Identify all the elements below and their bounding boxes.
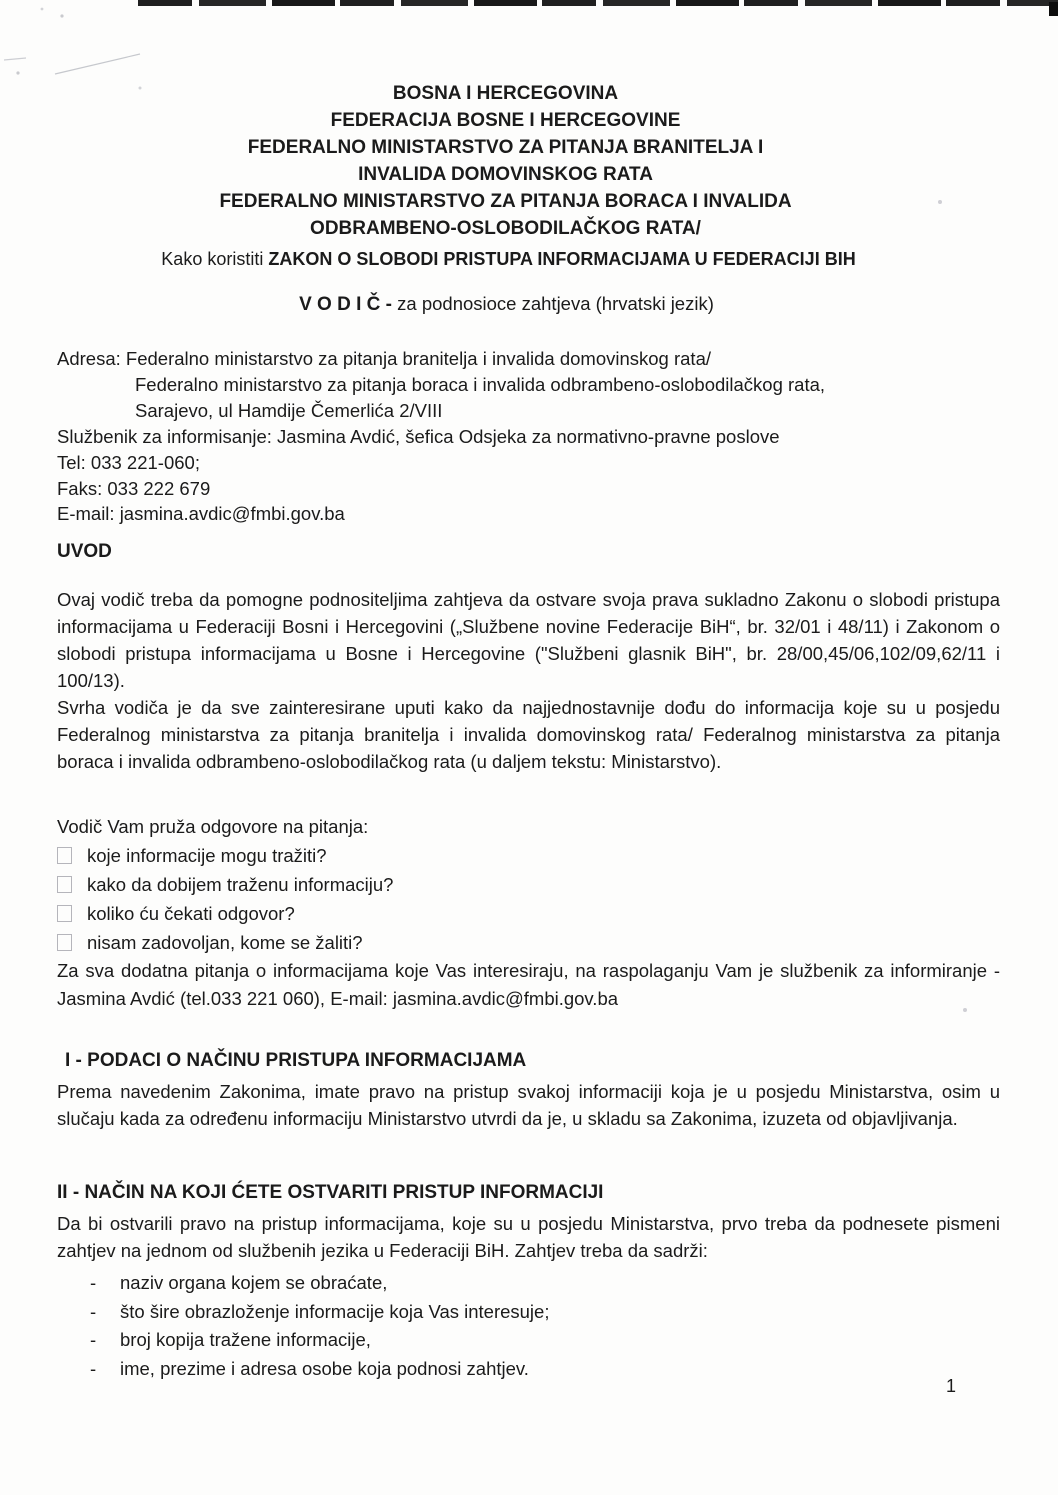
questions-block — [57, 812, 1000, 957]
question-text: kako da dobijem traženu informaciju? — [87, 874, 394, 895]
checkbox-bullet-icon — [57, 876, 72, 893]
section-1-body: Prema navedenim Zakonima, imate pravo na pristup svakoj informaciji koja je u posjedu Ministarstva, osim u slučaju kada za određenu informaciju Ministarstvo utvrdi da je, u skladu sa Zakonima, izuzeta od objavljivanja. — [57, 1081, 1000, 1129]
question-item — [57, 870, 1000, 899]
scan-edge-bar — [138, 0, 1058, 6]
contact-block — [57, 346, 1000, 527]
guide-word: V O D I Č - — [299, 294, 393, 315]
fax-line: Faks: 033 222 679 — [57, 477, 211, 499]
list-item — [57, 1326, 1000, 1355]
address-line: Sarajevo, ul Hamdije Čemerlića 2/VIII — [135, 399, 443, 421]
letterhead-line: FEDERALNO MINISTARSTVO ZA PITANJA BRANITELJA I — [247, 137, 764, 158]
scan-corner-mark — [1049, 2, 1058, 16]
list-item — [57, 1355, 1000, 1384]
address-line: Federalno ministarstvo za pitanja boraca i invalida odbrambeno-oslobodilačkog rata, — [135, 373, 826, 395]
letterhead-line: FEDERACIJA BOSNE I HERCEGOVINE — [330, 110, 681, 131]
intro-paragraph: Svrha vodiča je da sve zainteresirane uputi kako da najjednostavnije dođu do informacija koje su u posjedu Federalnog ministarstva za pitanja branitelja i invalida domovinskog rata/ Federalnog ministarstva za pitanja boraca i invalida odbrambeno-oslobodilačkog rata (u daljem tekstu: Ministarstvo). — [57, 697, 1000, 772]
questions-intro: Vodič Vam pruža odgovore na pitanja: — [57, 816, 369, 837]
title-prefix: Kako koristiti — [161, 249, 269, 269]
letterhead-line: INVALIDA DOMOVINSKOG RATA — [358, 164, 653, 185]
dash-bullet: - — [90, 1357, 97, 1379]
address-line: Adresa: Federalno ministarstvo za pitanja branitelja i invalida domovinskog rata/ — [57, 348, 712, 369]
section-1 — [57, 1048, 1000, 1132]
email-line: E-mail: jasmina.avdic@fmbi.gov.ba — [57, 503, 345, 525]
question-text: nisam zadovoljan, kome se žaliti? — [87, 932, 363, 953]
request-requirements-list — [57, 1269, 1000, 1383]
section-2 — [57, 1180, 1000, 1383]
page-number: 1 — [946, 1376, 957, 1396]
information-officer: Službenik za informisanje: Jasmina Avdić, šefica Odsjeka za normativno-pravne poslove — [57, 425, 780, 447]
intro-paragraphs — [57, 586, 1000, 775]
checkbox-bullet-icon — [57, 847, 72, 864]
section-2-body: Da bi ostvarili pravo na pristup informacijama, koje su u posjedu Ministarstva, prvo treba da podnesete pismeni zahtjev na jednom od službenih jezika u Federaciji BiH. Zahtjev treba da sadrži: — [57, 1213, 1000, 1261]
question-text: koje informacije mogu tražiti? — [87, 845, 327, 866]
intro-paragraph: Ovaj vodič treba da pomogne podnositeljima zahtjeva da ostvare svoja prava sukladno Zakonu o slobodi pristupa informacijama u Federaciji Bosni i Hercegovini („Službene novine Federacije BiH“, br. 32/01 i 48/11) i Zakonom o slobodi pristupa informacijama u Bosne i Hercegovine ("Službeni glasnik BiH", br. 28/00,45/06,102/09,62/11 i 100/13). — [57, 589, 1000, 691]
list-item-text: ime, prezime i adresa osobe koja podnosi zahtjev. — [120, 1357, 529, 1379]
phone-line: Tel: 033 221-060; — [57, 451, 200, 473]
list-item-text: što šire obrazloženje informacije koja Vas interesuje; — [120, 1300, 550, 1322]
list-item-text: naziv organa kojem se obraćate, — [120, 1272, 388, 1293]
letterhead — [57, 80, 1000, 242]
section-1-heading: I - PODACI O NAČINU PRISTUPA INFORMACIJAMA — [65, 1050, 527, 1071]
checkbox-bullet-icon — [57, 934, 72, 951]
dash-bullet: - — [90, 1272, 97, 1293]
additional-contact-paragraph — [57, 957, 1000, 1012]
question-item — [57, 899, 1000, 928]
law-name: ZAKON O SLOBODI PRISTUPA INFORMACIJAMA U FEDERACIJI BIH — [268, 249, 856, 269]
letterhead-line: BOSNA I HERCEGOVINA — [392, 83, 619, 104]
letterhead-line: FEDERALNO MINISTARSTVO ZA PITANJA BORACA I INVALIDA — [219, 191, 792, 212]
dash-bullet: - — [90, 1329, 97, 1350]
question-item — [57, 841, 1000, 870]
checkbox-bullet-icon — [57, 905, 72, 922]
letterhead-line: ODBRAMBENO-OSLOBODILAČKOG RATA/ — [310, 218, 701, 239]
document-title — [57, 249, 1000, 270]
question-text: koliko ću čekati odgovor? — [87, 903, 295, 924]
guide-description: za podnosioce zahtjeva (hrvatski jezik) — [392, 293, 714, 314]
list-item-text: broj kopija tražene informacije, — [120, 1329, 371, 1350]
guide-subtitle — [57, 293, 1000, 316]
intro-heading: UVOD — [57, 541, 112, 562]
list-item — [57, 1298, 1000, 1327]
list-item — [57, 1269, 1000, 1298]
section-2-heading: II - NAČIN NA KOJI ĆETE OSTVARITI PRISTUP INFORMACIJI — [57, 1182, 604, 1203]
question-item — [57, 928, 1000, 957]
dash-bullet: - — [90, 1300, 97, 1322]
additional-text: Za sva dodatna pitanja o informacijama koje Vas interesiraju, na raspolaganju Vam je službenik za informiranje - Jasmina Avdić (tel.033 221 060), E-mail: jasmina.avdic@fmbi.gov.ba — [57, 960, 1000, 1009]
